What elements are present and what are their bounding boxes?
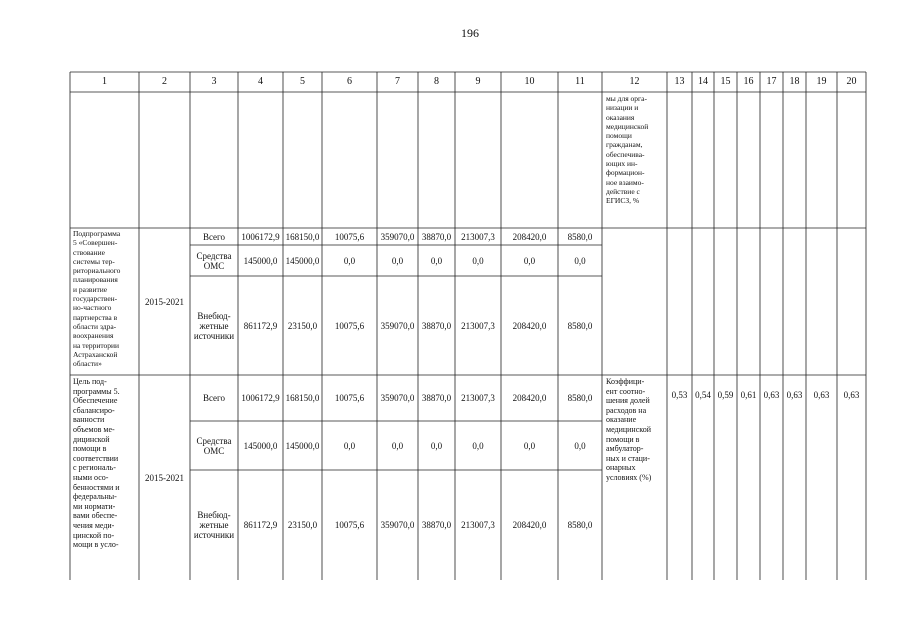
value-cell: 145000,0 — [285, 255, 320, 266]
value-cell: 208420,0 — [512, 393, 547, 403]
value-cell: 145000,0 — [243, 255, 278, 266]
indicator-value: 0,63 — [763, 390, 780, 400]
source-cell — [190, 276, 238, 375]
indicator-line: шения долей — [606, 396, 650, 406]
indicator-line: расходов на — [606, 405, 647, 415]
source-line: жетные — [199, 320, 229, 331]
value-cell: 861172,9 — [243, 520, 278, 530]
source-cell — [190, 245, 238, 276]
header-cell: 8 — [434, 76, 439, 87]
value-cell: 168150,0 — [285, 393, 320, 403]
value-cell: 213007,3 — [461, 520, 495, 530]
value-cell: 208420,0 — [512, 320, 547, 331]
name-line: ванности — [73, 415, 105, 425]
value-cell: 213007,3 — [461, 320, 495, 331]
value-cell: 0,0 — [343, 255, 356, 266]
value-cell: 0,0 — [430, 255, 443, 266]
value-cell: 38870,0 — [421, 520, 452, 530]
name-line: дицинской — [73, 434, 110, 444]
value-cell: 0,0 — [472, 255, 484, 266]
indicator-line: помощи в — [606, 434, 640, 444]
source-line: Средства — [196, 250, 232, 261]
source-line: ОМС — [203, 260, 225, 271]
value-cell: 10075,6 — [334, 393, 365, 403]
source-line: ОМС — [203, 445, 225, 456]
indicator-line: мы для орга- — [606, 94, 647, 103]
name-line: вами обеспе- — [73, 511, 118, 521]
value-cell: 0,0 — [472, 440, 484, 451]
header-cell: 12 — [629, 76, 640, 87]
name-line: ми нормати- — [73, 501, 116, 511]
value-cell: 0,0 — [430, 440, 443, 451]
header-cell: 11 — [575, 76, 585, 87]
value-cell: 208420,0 — [512, 520, 547, 530]
indicator-line: Коэффици- — [606, 377, 645, 386]
name-line: риториального — [73, 266, 121, 276]
source-cell — [190, 228, 238, 245]
name-line: 5 «Совершен- — [73, 238, 118, 248]
indicator-line: условиях (%) — [606, 472, 652, 482]
source-line: Внебюд- — [197, 310, 231, 321]
indicator-value: 0,61 — [740, 390, 757, 400]
header-cell: 20 — [846, 76, 857, 87]
header-cell: 14 — [698, 76, 708, 87]
value-cell: 8580,0 — [567, 520, 593, 530]
indicator-line: низации и — [606, 103, 639, 113]
indicator-line: оказание — [606, 415, 637, 425]
source-line: Внебюд- — [197, 510, 231, 520]
value-cell: 8580,0 — [567, 231, 593, 242]
source-cell — [190, 470, 238, 580]
value-cell: 359070,0 — [380, 320, 415, 331]
value-cell: 0,0 — [391, 440, 404, 451]
value-cell: 10075,6 — [334, 320, 365, 331]
name-line: системы тер- — [73, 256, 115, 266]
indicator-line: ное взаимо- — [606, 177, 644, 187]
goal-period: 2015-2021 — [145, 472, 184, 483]
indicator-line: действие с — [606, 186, 640, 196]
value-cell: 38870,0 — [421, 393, 452, 403]
indicator-value: 0,54 — [695, 390, 711, 400]
header-cell: 6 — [347, 76, 352, 87]
page-number: 196 — [461, 26, 479, 40]
name-line: помощи в — [73, 444, 107, 454]
indicator-line: медицинской — [606, 424, 652, 434]
value-cell: 0,0 — [523, 440, 536, 451]
source-line: Всего — [202, 231, 226, 242]
value-cell: 145000,0 — [285, 440, 320, 451]
name-line: объемов ме- — [73, 424, 115, 434]
value-cell: 10075,6 — [334, 231, 365, 242]
name-line: на территории — [73, 340, 120, 350]
value-cell: 38870,0 — [421, 231, 452, 242]
indicator-line: амбулатор- — [606, 444, 644, 454]
source-line: Всего — [202, 393, 226, 403]
header-cell: 4 — [258, 76, 263, 87]
header-cell: 5 — [300, 76, 305, 87]
header-cell: 9 — [475, 76, 481, 87]
header-cell: 18 — [789, 76, 800, 87]
carry-over-indicator — [606, 94, 664, 206]
header-cell: 3 — [211, 76, 217, 87]
value-cell: 0,0 — [574, 440, 586, 451]
indicator-value: 0,63 — [843, 390, 860, 400]
value-cell: 8580,0 — [567, 393, 593, 403]
indicator-line: ных и стаци- — [606, 453, 650, 463]
value-cell: 359070,0 — [380, 231, 415, 242]
goal-indicator — [606, 377, 666, 483]
indicator-line: обеспечива- — [606, 149, 645, 159]
name-line: партнерства в — [73, 312, 118, 322]
source-cell — [190, 421, 238, 470]
header-cell: 16 — [743, 76, 754, 87]
value-cell: 145000,0 — [243, 440, 278, 451]
name-line: мощи в усло- — [73, 540, 119, 550]
indicator-line: онарных — [606, 463, 636, 473]
name-line: Подпрограмма — [73, 229, 121, 238]
value-cell: 208420,0 — [512, 231, 547, 242]
header-cell: 7 — [395, 76, 400, 87]
name-line: Цель под- — [73, 377, 107, 386]
subprogram-period: 2015-2021 — [145, 296, 184, 307]
name-line: бенностями и — [73, 482, 120, 492]
source-line: источники — [193, 330, 235, 341]
header-cell: 1 — [102, 76, 107, 87]
name-line: области здра- — [73, 321, 117, 331]
value-cell: 861172,9 — [243, 320, 278, 331]
indicator-value: 0,63 — [813, 390, 830, 400]
value-cell: 0,0 — [574, 255, 586, 266]
header-cell: 17 — [766, 76, 777, 87]
source-line: источники — [193, 530, 235, 540]
indicator-line: ЕГИСЗ, % — [606, 196, 640, 206]
value-cell: 0,0 — [523, 255, 536, 266]
indicator-line: формацион- — [606, 168, 645, 178]
header-cell: 2 — [162, 76, 167, 87]
indicator-line: помощи — [606, 131, 632, 141]
name-line: цинской по- — [73, 530, 115, 540]
indicator-line: гражданам, — [606, 140, 643, 150]
indicator-line: медицинской — [606, 121, 649, 131]
value-cell: 168150,0 — [285, 231, 320, 242]
name-line: Астраханской — [73, 349, 118, 359]
goal-name — [73, 377, 136, 550]
name-line: Обеспечение — [73, 396, 118, 406]
name-line: чения меди- — [73, 520, 115, 530]
header-cell: 13 — [674, 76, 685, 87]
name-line: ными осо- — [73, 472, 109, 482]
value-cell: 23150,0 — [287, 320, 318, 331]
name-line: воохранения — [73, 331, 114, 341]
indicator-value: 0,53 — [671, 390, 688, 400]
header-cell: 19 — [816, 76, 827, 87]
name-line: с региональ- — [73, 463, 116, 473]
value-cell: 359070,0 — [380, 520, 415, 530]
value-cell: 8580,0 — [567, 320, 593, 331]
value-cell: 10075,6 — [334, 520, 365, 530]
value-cell: 0,0 — [343, 440, 356, 451]
value-cell: 213007,3 — [461, 393, 495, 403]
name-line: соответствии — [73, 453, 119, 463]
name-line: планирования — [73, 275, 118, 285]
header-cell: 15 — [720, 76, 731, 87]
source-line: Средства — [196, 435, 232, 446]
value-cell: 359070,0 — [380, 393, 415, 403]
indicator-line: ющих ин- — [606, 159, 638, 169]
name-line: ствование — [73, 247, 105, 257]
subprogram-name — [73, 229, 136, 368]
source-cell — [190, 375, 238, 421]
value-cell: 0,0 — [391, 255, 404, 266]
indicator-value: 0,59 — [717, 390, 734, 400]
value-cell: 1006172,9 — [241, 393, 280, 403]
source-line: жетные — [199, 520, 229, 530]
value-cell: 213007,3 — [461, 231, 495, 242]
name-line: сбалансиро- — [73, 405, 115, 415]
name-line: федеральны- — [73, 492, 117, 502]
indicator-line: ент соотно- — [606, 386, 646, 396]
name-line: государствен- — [73, 294, 118, 304]
value-cell: 38870,0 — [421, 320, 452, 331]
indicator-value: 0,63 — [786, 390, 803, 400]
name-line: области» — [73, 359, 102, 369]
name-line: но-частного — [73, 303, 112, 313]
name-line: программы 5. — [73, 386, 120, 396]
value-cell: 23150,0 — [287, 520, 318, 530]
name-line: и развитие — [73, 284, 108, 294]
value-cell: 1006172,9 — [241, 231, 280, 242]
header-cell: 10 — [524, 76, 535, 87]
indicator-line: оказания — [606, 112, 635, 122]
